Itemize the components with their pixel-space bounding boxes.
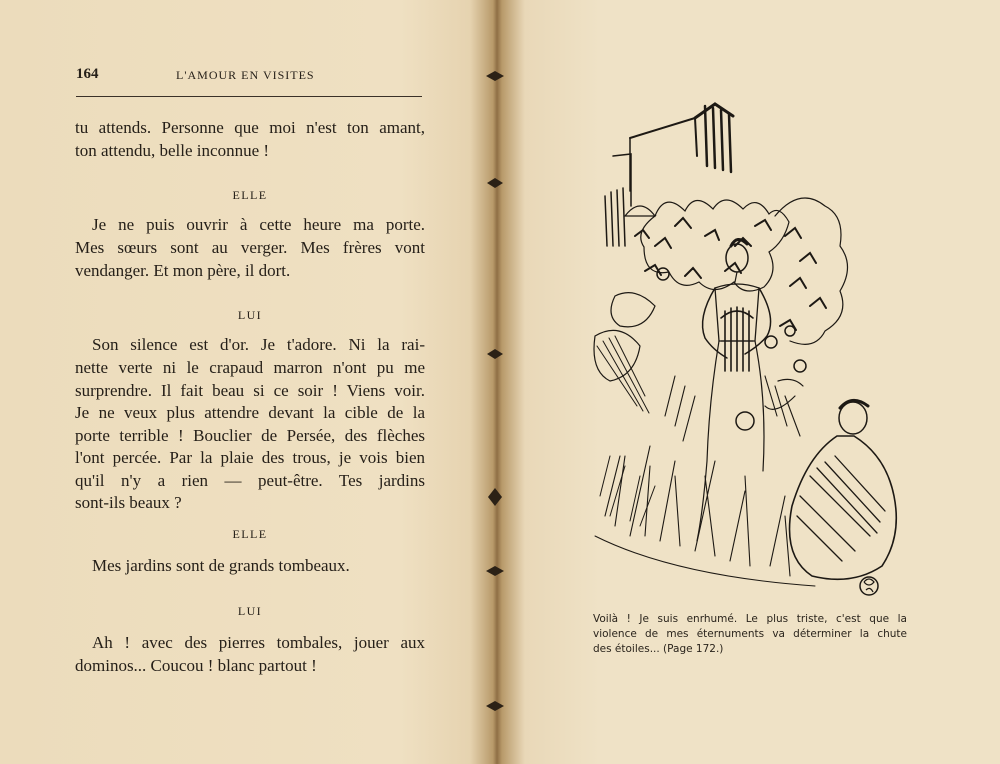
text-line: ton attendu, belle inconnue ! [75,141,270,160]
header-rule [76,96,422,97]
engraving-illustration [585,96,915,606]
text-line: Mes jardins sont de grands tombeaux. [92,556,350,575]
running-head [76,66,422,86]
caption-line: Voilà ! Je suis enrhumé. Le plus triste, c'est que la [593,613,907,625]
left-page [0,0,492,764]
page-number: 164 [76,66,99,82]
speaker-label: LUI [237,308,263,322]
speaker-label: LUI [237,604,263,618]
speaker-label: ELLE [232,188,268,202]
caption-line: violence de mes éternuments va déterminer la chute [593,628,907,640]
text-line: sont-ils beaux ? [75,493,182,512]
text-line: tu attends. Personne que moi n'est ton amant, [75,118,425,137]
text-line: Mes sœurs sont au verger. Mes frères vont [75,238,425,257]
text-line: l'ont percée. Par la plaie des trous, je vois bien [75,448,425,467]
text-line: surprendre. Il fait beau si ce soir ! Viens voir. [75,381,425,400]
text-line: Son silence est d'or. Je t'adore. Ni la rai- [92,335,425,354]
speaker-label: ELLE [232,527,268,541]
text-line: dominos... Coucou ! blanc partout ! [75,656,317,675]
text-line: Je ne puis ouvrir à cette heure ma porte. [92,215,425,234]
caption-line: des étoiles... (Page 172.) [593,643,724,655]
text-line: vendanger. Et mon père, il dort. [75,261,291,280]
text-line: porte terrible ! Bouclier de Persée, des flèches [75,426,425,445]
text-line: Ah ! avec des pierres tombales, jouer aux [92,633,425,652]
monogram-icon [860,577,878,595]
text-line: Je ne veux plus attendre devant la cible de la [75,403,425,422]
running-title: L'AMOUR EN VISITES [176,68,315,82]
text-line: qu'il n'y a rien — peut-être. Tes jardins [75,471,425,490]
text-line: nette verte ni le crapaud marron n'ont pu me [75,358,425,377]
illustration-caption [593,612,907,657]
right-page [500,0,1000,764]
